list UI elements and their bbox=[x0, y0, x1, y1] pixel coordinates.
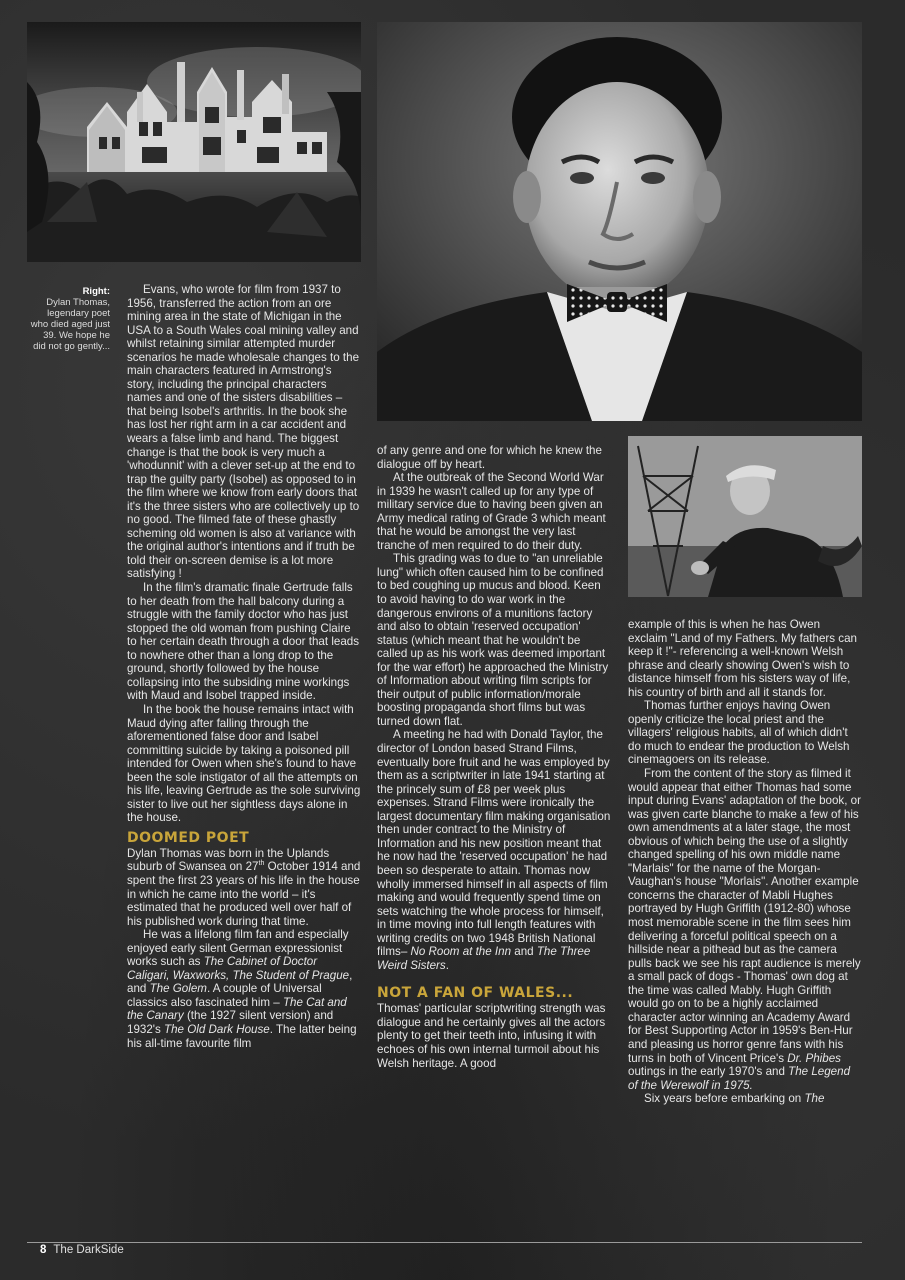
caption-text: Dylan Thomas, legendary poet who died aged just 39. We hope he did not go gently... bbox=[30, 297, 110, 352]
article-column-3 bbox=[628, 618, 862, 1106]
paragraph: example of this is when he has Owen exclaim "Land of my Fathers. My fathers can keep it !"- referencing a well-known Welsh phrase and clearly showing Owen's wish to distance himself from his sisters way of life, his country of birth and all it stands for. bbox=[628, 618, 857, 699]
photo-caption bbox=[30, 286, 110, 352]
magazine-name: The DarkSide bbox=[53, 1244, 124, 1256]
paragraph: In the book the house remains intact with Maud dying after falling through the aforementioned false door and Isabel committing suicide by taking a poisoned pill intended for Owen when she's found to have been the sole instigator of all the attempts on his life, leaving Gertrude as the sole surviving sister to live out her sightless days alone in the house. bbox=[127, 702, 361, 825]
mansion-photo bbox=[27, 22, 361, 262]
dylan-thomas-portrait bbox=[377, 22, 862, 421]
paragraph: From the content of the story as filmed it would appear that either Thomas had some input during Evans' adaptation of the book, or was given carte blanche to make a few of his own amendments at a later stage, the most obvious of which being the use of a slightly changed spelling of his own middle name "Marlais" for the name of the Morgan-Vaughan's house "Morlais". Another example concerns the character of Mabli Hughes portrayed by Hugh Griffith (1912-80) whose most memorable scene in the film sees him delivering a forceful political speech on a hillside near a pithead but as the camera pulls back we see his rapt audience is merely a small pack of dogs - Thomas' own dog at the time was called Mably. Hugh Griffith would go on to be a highly acclaimed character actor winning an Academy Award for Best Supporting Actor in 1959's Ben-Hur and pleasing us horror genre fans with his turns in both of Vincent Price's Dr. Phibes outings in the early 1970's and The Legend of the Werewolf in 1975. bbox=[628, 767, 861, 1092]
paragraph: He was a lifelong film fan and especially enjoyed early silent German expressionist works such as The Cabinet of Doctor Caligari, Waxworks, The Student of Prague, and The Golem. A couple of Universal classics also fascinated him – The Cat and the Canary (the 1927 silent version) and 1932's The Old Dark House. The latter being his all-time favourite film bbox=[127, 928, 357, 1050]
section-heading-not-a-fan-of-wales: NOT A FAN OF WALES... bbox=[377, 985, 574, 1002]
paragraph: A meeting he had with Donald Taylor, the director of London based Strand Films, eventually bore fruit and he was employed by them as a scriptwriter in late 1941 starting at the princely sum of £8 per week plus expenses. Strand Films were ironically the largest documentary film making organisation then under contract to the Ministry of Information and his new position meant that he now had the 'reserved occupation' he had been so desperate to attain. Thomas now wholly immersed himself in all aspects of film making and would frequently spend time on sets watching the whole process for himself, in time moving into full length features with writing credits on two 1948 British National films– No Room at the Inn and The Three Weird Sisters. bbox=[377, 728, 611, 972]
page-number: 8 bbox=[40, 1244, 47, 1256]
footer-divider bbox=[27, 1242, 862, 1243]
paragraph: At the outbreak of the Second World War in 1939 he wasn't called up for any type of military service due to having been given an Army medical rating of Grade 3 which meant that he would be amongst the very last tranche of men required to do their duty. bbox=[377, 471, 606, 552]
article-column-1 bbox=[127, 283, 361, 1050]
paragraph: Evans, who wrote for film from 1937 to 1956, transferred the action from an ore mining area in the state of Michigan in the USA to a South Wales coal mining valley and whilst retaining similar attempted murder scenarios he made wholesale changes to the main characters featured in Armstrong's story, including the principal characters names and one of the sisters disabilities – that being Isobel's arthritis. In the book she has lost her right arm in a car accident and wears a false limb and hand. The biggest change is that the book is very much a 'whodunnit' with a clever set-up at the end to trap the guilty party (Isobel) as opposed to in the film where we know from early doors that it's the three sisters who are collectively up to no good. The filmed fate of these ghastly scheming old women is also at variance with the original author's intentions and if truth be told their on-screen demise is a lot more satisfying ! bbox=[127, 283, 360, 581]
paragraph: Six years before embarking on The bbox=[644, 1092, 825, 1106]
paragraph: Dylan Thomas was born in the Uplands suburb of Swansea on 27th October 1914 and spent the first 23 years of his life in the house in which he came into the world – it's estimated that he produced well over half of his published work during that time. bbox=[127, 846, 361, 928]
article-column-2 bbox=[377, 444, 611, 1070]
hugh-griffith-still bbox=[628, 436, 862, 597]
caption-label: Right: bbox=[82, 286, 110, 297]
paragraph: This grading was to due to "an unreliable lung" which often caused him to be confined to bed coughing up mucus and blood. Keen to avoid having to do war work in the dangerous environs of a munitions factory and also to obtain 'reserved occupation' status (which meant that he wouldn't be called up as his work was deemed important for the war effort) he approached the Ministry of Information about writing film scripts for their output of public information/morale boosting propaganda short films but was turned down flat. bbox=[377, 552, 609, 728]
paragraph: of any genre and one for which he knew the dialogue off by heart. bbox=[377, 444, 602, 471]
paragraph: In the film's dramatic finale Gertrude falls to her death from the hall balcony during a struggle with the family doctor who has just stopped the old woman from pushing Claire to her certain death through a door that leads to nowhere other than a long drop to the ground, shortly followed by the house collapsing into the subsiding mine workings with Maud and Isobel trapped inside. bbox=[127, 581, 360, 703]
paragraph: Thomas further enjoys having Owen openly criticize the local priest and the villagers' religious habits, all of which didn't do much to endear the production to Welsh cinemagoers on its release. bbox=[628, 699, 850, 767]
section-heading-doomed-poet: DOOMED POET bbox=[127, 829, 250, 846]
paragraph: Thomas' particular scriptwriting strength was dialogue and he certainly gives all the actors plenty to get their teeth into, infusing it with echoes of his own internal turmoil about his Welsh heritage. A good bbox=[377, 1002, 606, 1070]
page-footer bbox=[40, 1244, 124, 1256]
